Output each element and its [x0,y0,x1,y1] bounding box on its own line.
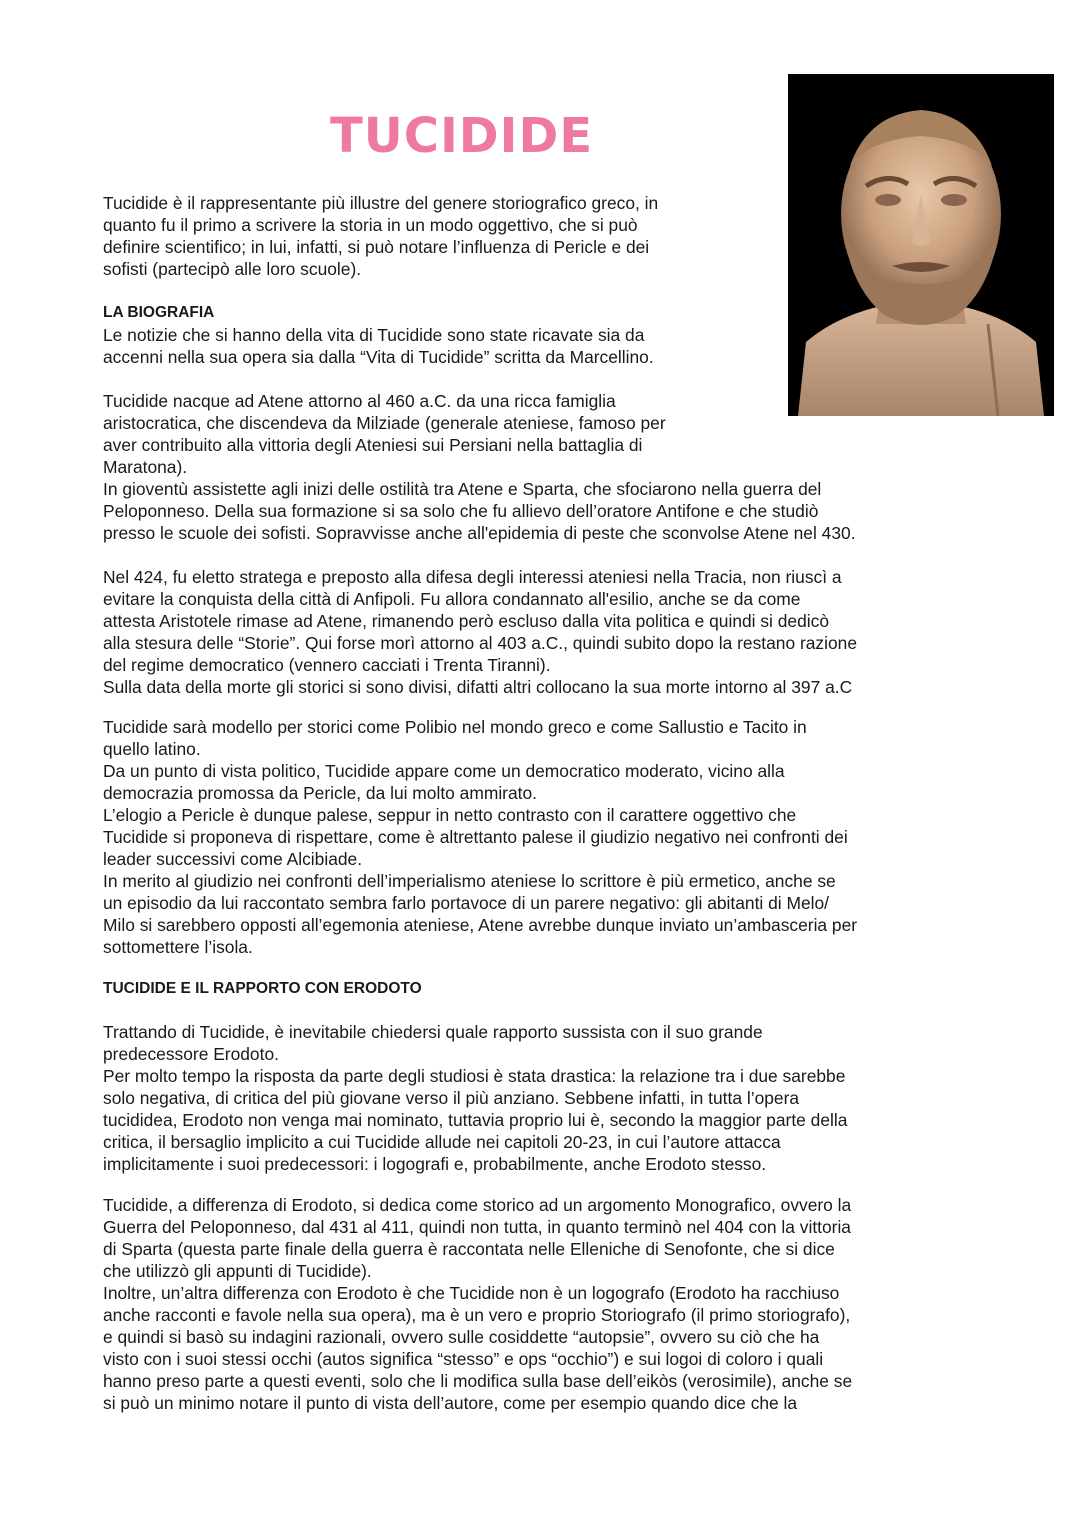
text-line: sottomettere l’isola. [103,937,253,957]
text-line: Tucidide sarà modello per storici come Polibio nel mondo greco e come Sallustio e Tacito in [103,717,807,737]
text-line: Tucidide è il rappresentante più illustre del genere storiografico greco, in [103,193,659,213]
text-line: tucididea, Erodoto non venga mai nominato, tuttavia proprio lui è, secondo la maggior parte della [103,1110,848,1130]
text-line: visto con i suoi stessi occhi (autos significa “stesso” e ops “occhio”) e sui logoi di coloro i quali [103,1349,824,1369]
text-line: aristocratica, che discendeva da Milziade (generale ateniese, famoso per [103,413,666,433]
section-heading: LA BIOGRAFIA [103,304,215,321]
erodoto-paragraph-differences [103,1194,993,1414]
text-line: alla stesura delle “Storie”. Qui forse morì attorno al 403 a.C., quindi subito dopo la restano razione [103,633,858,653]
text-line: democrazia promossa da Pericle, da lui molto ammirato. [103,783,537,803]
text-line: Nel 424, fu eletto stratega e preposto alla difesa degli interessi ateniesi nella Tracia, non riuscì a [103,567,842,587]
erodoto-section [103,978,993,1000]
bust-portrait-icon [788,74,1054,416]
intro-paragraph [103,192,783,280]
text-line: Da un punto di vista politico, Tucidide appare come un democratico moderato, vicino alla [103,761,785,781]
text-line: Trattando di Tucidide, è inevitabile chiedersi quale rapporto sussista con il suo grande [103,1022,763,1042]
text-line: In merito al giudizio nei confronti dell’imperialismo ateniese lo scrittore è più ermetico, anche se [103,871,836,891]
text-line: anche racconti e favole nella sua opera), ma è un vero e proprio Storiografo (il primo storiografo), [103,1305,851,1325]
text-line: evitare la conquista della città di Anfipoli. Fu allora condannato all'esilio, anche se da come [103,589,801,609]
text-line: Inoltre, un’altra differenza con Erodoto è che Tucidide non è un logografo (Erodoto ha racchiuso [103,1283,840,1303]
section-heading: TUCIDIDE E IL RAPPORTO CON ERODOTO [103,980,422,997]
text-line: che utilizzò gli appunti di Tucidide). [103,1261,372,1281]
text-line: Tucidide si proponeva di rispettare, come è altrettanto palese il giudizio negativo nei confronti dei [103,827,848,847]
text-line: presso le scuole dei sofisti. Sopravvisse anche all'epidemia di peste che sconvolse Atene nel 430. [103,523,856,543]
text-line: Le notizie che si hanno della vita di Tucidide sono state ricavate sia da [103,325,645,345]
text-line: Maratona). [103,457,188,477]
text-line: un episodio da lui raccontato sembra farlo portavoce di un parere negativo: gli abitanti di Melo/ [103,893,830,913]
text-line: In gioventù assistette agli inizi delle ostilità tra Atene e Sparta, che sfociarono nella guerra del [103,479,822,499]
text-line: attesta Aristotele rimase ad Atene, rimanendo però escluso dalla vita politica e quindi si dedicò [103,611,829,631]
text-line: implicitamente i suoi predecessori: i logografi e, probabilmente, anche Erodoto stesso. [103,1154,767,1174]
text-line: predecessore Erodoto. [103,1044,279,1064]
text-line: Milo si sarebbero opposti all’egemonia ateniese, Atene avrebbe dunque inviato un’ambasceria per [103,915,858,935]
text-line: e quindi si basò su indagini razionali, ovvero sulle cosiddette “autopsie”, ovvero su ciò che ha [103,1327,820,1347]
text-line: quanto fu il primo a scrivere la storia in un modo oggettivo, che si può [103,215,638,235]
text-line: definire scientifico; in lui, infatti, si può notare l’influenza di Pericle e dei [103,237,650,257]
biografia-section [103,302,783,368]
page-title: TUCIDIDE [330,108,594,164]
text-line: leader successivi come Alcibiade. [103,849,363,869]
text-line: quello latino. [103,739,201,759]
erodoto-paragraph-relation [103,1021,993,1175]
text-line: Guerra del Peloponneso, dal 431 al 411, quindi non tutta, in quanto terminò nel 404 con la vittoria [103,1217,851,1237]
text-line: sofisti (partecipò alle loro scuole). [103,259,362,279]
text-line: solo negativa, di critica del più giovane verso il più anziano. Sebbene infatti, in tutta l’opera [103,1088,800,1108]
text-line: aver contribuito alla vittoria degli Ateniesi sui Persiani nella battaglia di [103,435,643,455]
text-line: Sulla data della morte gli storici si sono divisi, difatti altri collocano la sua morte intorno al 397 a.C [103,677,853,697]
biografia-paragraph-exile [103,566,993,698]
text-line: L’elogio a Pericle è dunque palese, seppur in netto contrasto con il carattere oggettivo che [103,805,797,825]
biografia-paragraph-birth [103,390,783,478]
text-line: hanno preso parte a questi eventi, solo che li modifica sulla base dell’eikòs (verosimile), anche se [103,1371,853,1391]
text-line: Tucidide nacque ad Atene attorno al 460 a.C. da una ricca famiglia [103,391,616,411]
text-line: Tucidide, a differenza di Erodoto, si dedica come storico ad un argomento Monografico, ovvero la [103,1195,852,1215]
text-line: Per molto tempo la risposta da parte degli studiosi è stata drastica: la relazione tra i due sarebbe [103,1066,846,1086]
text-line: del regime democratico (vennero cacciati i Trenta Tiranni). [103,655,551,675]
portrait-image [788,74,1054,416]
biografia-paragraph-legacy [103,716,993,958]
text-line: accenni nella sua opera sia dalla “Vita di Tucidide” scritta da Marcellino. [103,347,654,367]
text-line: critica, il bersaglio implicito a cui Tucidide allude nei capitoli 20-23, in cui l’autore attacca [103,1132,781,1152]
text-line: si può un minimo notare il punto di vista dell’autore, come per esempio quando dice che la [103,1393,798,1413]
text-line: di Sparta (questa parte finale della guerra è raccontata nelle Elleniche di Senofonte, che si dice [103,1239,835,1259]
biografia-paragraph-youth [103,478,993,544]
text-line: Peloponneso. Della sua formazione si sa solo che fu allievo dell’oratore Antifone e che studiò [103,501,819,521]
